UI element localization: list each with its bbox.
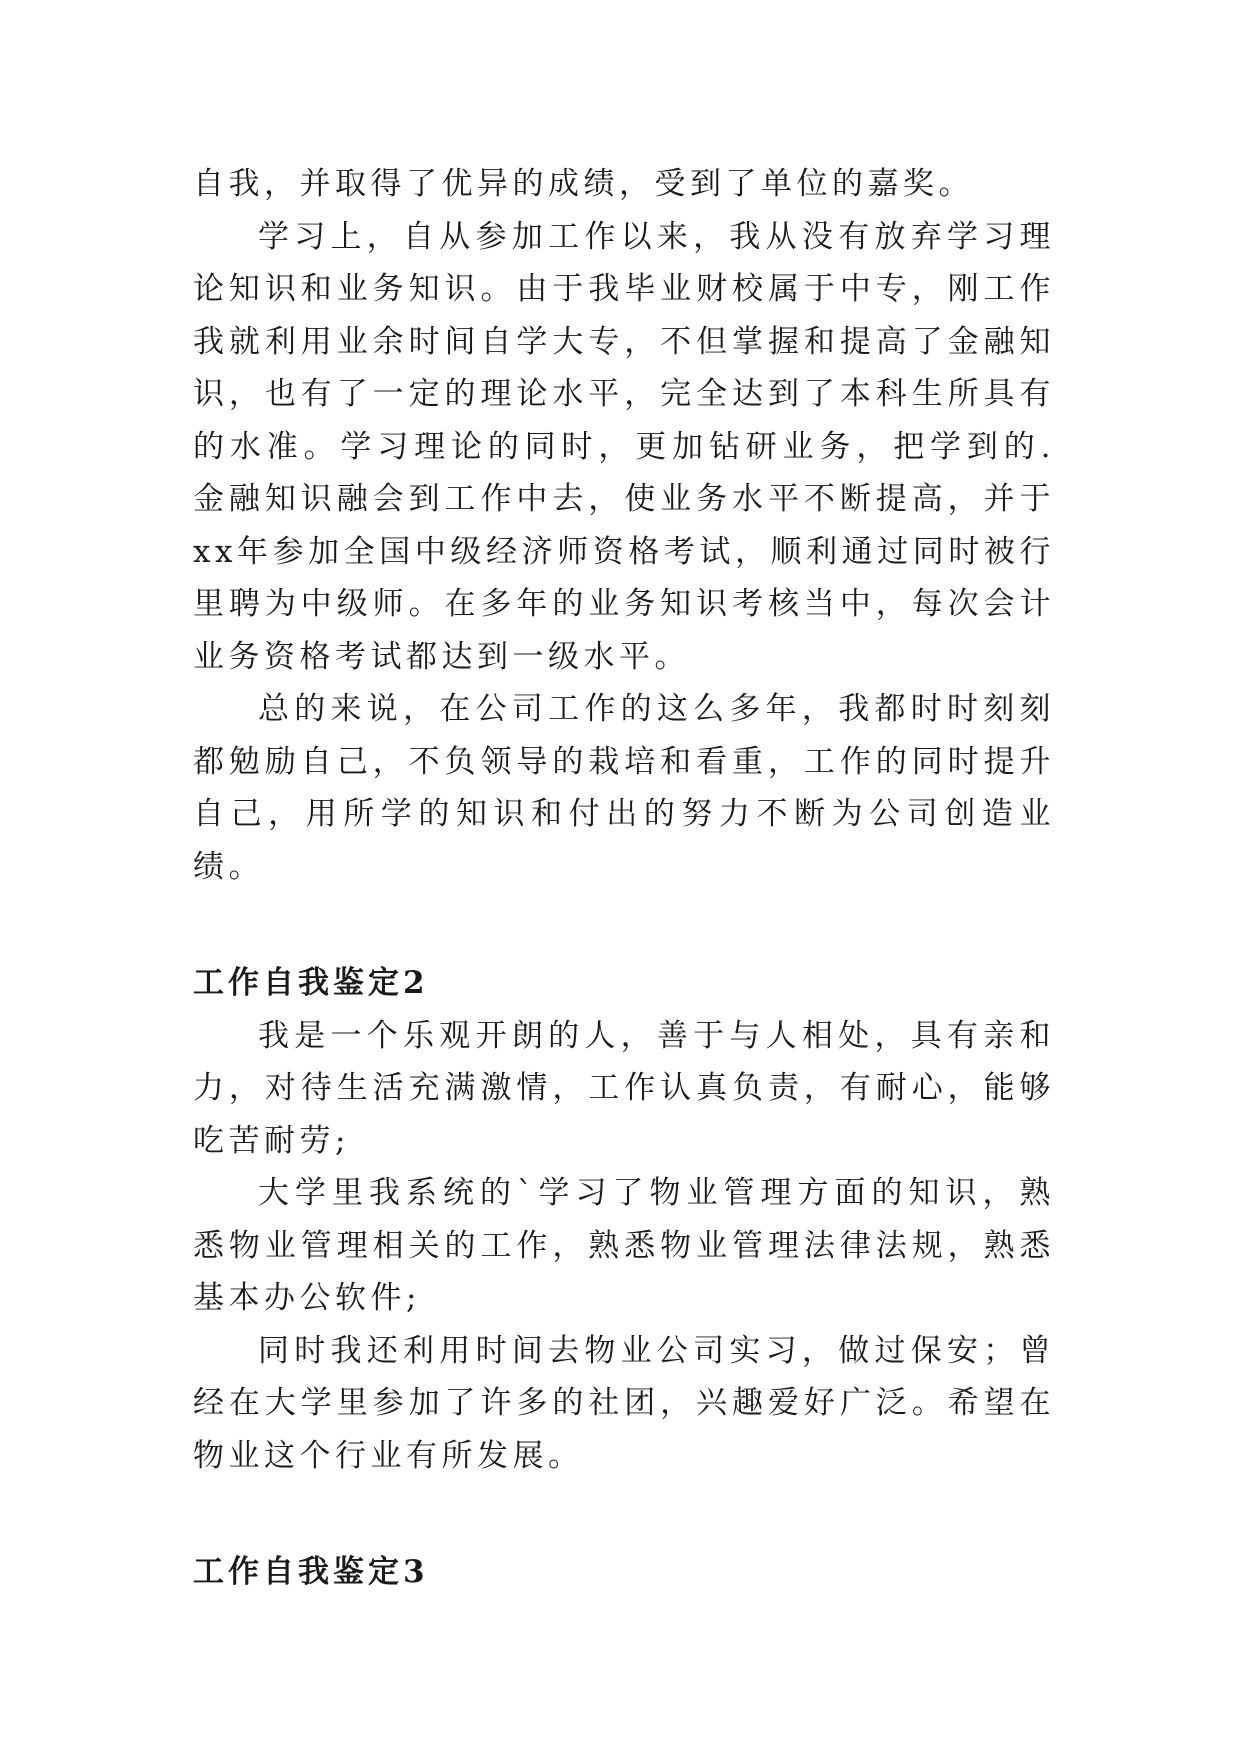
section-gap [193, 893, 1055, 957]
summary-paragraph: 总的来说，在公司工作的这么多年，我都时时刻刻都勉励自己，不负领导的栽培和看重，工作的同时提升自己，用所学的知识和付出的努力不断为公司创造业绩。 [193, 691, 1055, 885]
university-paragraph: 大学里我系统的`学习了物业管理方面的知识，熟悉物业管理相关的工作，熟悉物业管理法律法规，熟悉基本办公软件; [193, 1175, 1055, 1316]
section-heading-2: 工作自我鉴定2 [193, 965, 429, 1001]
personality-paragraph: 我是一个乐观开朗的人，善于与人相处，具有亲和力，对待生活充满激情，工作认真负责，有耐心，能够吃苦耐劳; [193, 1017, 1055, 1159]
document-body [193, 158, 1055, 1599]
internship-paragraph: 同时我还利用时间去物业公司实习，做过保安；曾经在大学里参加了许多的社团，兴趣爱好广泛。希望在物业这个行业有所发展。 [193, 1332, 1055, 1474]
study-paragraph: 学习上，自从参加工作以来，我从没有放弃学习理论知识和业务知识。由于我毕业财校属于中专，刚工作我就利用业余时间自学大专，不但掌握和提高了金融知识，也有了一定的理论水平，完全达到了本科生所具有的水准。学习理论的同时，更加钻研业务，把学到的.金融知识融会到工作中去，使业务水平不断提高，并于xx年参加全国中级经济师资格考试，顺利通过同时被行里聘为中级师。在多年的业务知识考核当中，每次会计业务资格考试都达到一级水平。 [193, 218, 1055, 675]
section-heading-3: 工作自我鉴定3 [193, 1554, 429, 1590]
section-gap [193, 1482, 1055, 1546]
continuation-paragraph: 自我，并取得了优异的成绩，受到了单位的嘉奖。 [193, 166, 974, 202]
